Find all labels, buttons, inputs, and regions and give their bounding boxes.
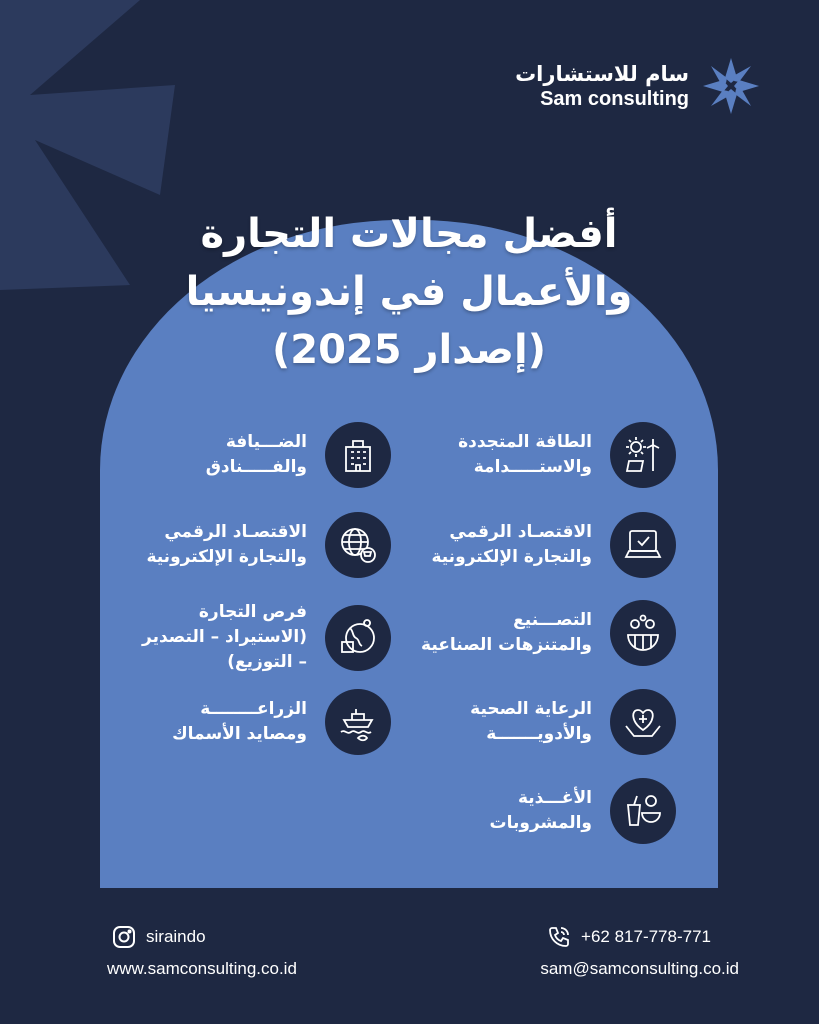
item-label-line: الأغـــذية [517,788,592,808]
item-label-line: الطاقة المتجددة [458,432,592,452]
asterisk-logo-icon [701,56,761,116]
item-label-line: الاقتصـاد الرقمي [164,522,307,542]
website-link[interactable]: www.samconsulting.co.id [107,959,297,978]
item-label-line: والمتنزهات الصناعية [421,635,592,655]
item-digital-ecommerce [127,512,391,578]
item-label-line: الضـــيافة [225,432,307,452]
item-label-line: والاستـــــدامة [473,457,592,477]
trade-globe-icon [325,605,391,671]
brand-name-english: Sam consulting [540,88,689,110]
item-digital-economy [412,512,676,578]
instagram-contact[interactable] [112,925,206,949]
item-label-line: والمشروبات [489,813,592,833]
phone-contact[interactable] [547,925,711,949]
item-healthcare [412,689,676,755]
item-hospitality [127,422,391,488]
email-link[interactable]: sam@samconsulting.co.id [540,959,739,978]
item-label-line: – التوزيع) [227,652,307,672]
item-renewable-energy [412,422,676,488]
healthcare-icon [610,689,676,755]
title-line-1: أفضل مجالات التجارة [200,211,618,257]
item-label-line: والتجارة الإلكترونية [431,547,592,567]
brand-name-arabic: سام للاستشارات [515,62,689,86]
title-line-2: والأعمال في إندونيسيا [185,269,633,315]
globe-cart-icon [325,512,391,578]
item-agriculture-fisheries [127,689,391,755]
brand-logo [515,56,761,116]
item-label-line: والفـــــنادق [205,457,307,477]
instagram-handle: siraindo [146,927,206,946]
phone-number: +62 817-778-771 [581,927,711,946]
item-label-line: الاقتصـاد الرقمي [449,522,592,542]
item-label-line: الزراعــــــــة [200,699,307,719]
food-drink-icon [610,778,676,844]
item-trade-opportunities [127,600,391,675]
item-label-line: (الاستيراد – التصدير [142,627,307,647]
item-food-beverage [412,778,676,844]
renewable-energy-icon [610,422,676,488]
item-manufacturing [412,600,676,666]
title-line-3: (إصدار 2025) [271,327,547,373]
item-label-line: والأدويـــــــة [486,724,592,744]
item-label-line: التصـــنيع [513,610,592,630]
phone-icon [547,925,571,949]
digital-laptop-icon [610,512,676,578]
hotel-icon [325,422,391,488]
agriculture-fish-icon [325,689,391,755]
instagram-icon [112,925,136,949]
item-label-line: ومصايد الأسماك [172,724,307,744]
page-title [100,205,718,379]
item-label-line: فرص التجارة [198,602,307,622]
item-label-line: والتجارة الإلكترونية [146,547,307,567]
manufacturing-icon [610,600,676,666]
item-label-line: الرعاية الصحية [470,699,592,719]
